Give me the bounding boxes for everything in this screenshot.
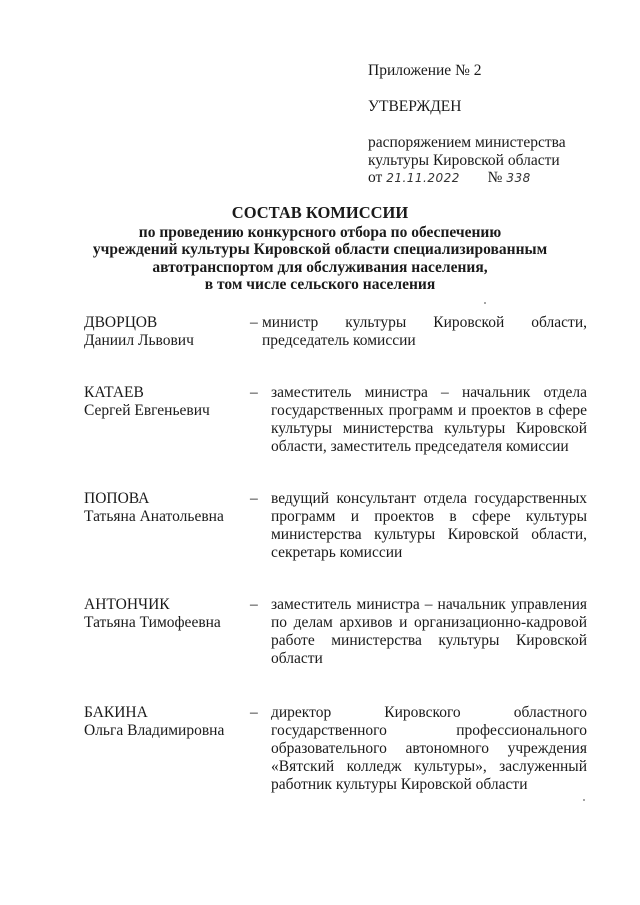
title-line-2: учреждений культуры Кировской области специализированным [92, 241, 548, 258]
handwritten-date: 21.11.2022 [386, 171, 460, 185]
member-surname: КАТАЕВ [84, 384, 144, 401]
member-role: заместитель министра – начальник отдела государственных программ и проектов в сфере культуры министерства культуры Кировской области, заместитель председателя комиссии [271, 384, 587, 455]
scan-speck [484, 302, 486, 304]
order-line-1: распоряжением министерства [368, 134, 566, 151]
title-line-1: по проведению конкурсного отбора по обеспечению [138, 223, 502, 241]
member-role: заместитель министра – начальник управления по делам архивов и организационно-кадровой работе министерства культуры Кировской области [271, 596, 587, 667]
appendix-label: Приложение № 2 [368, 62, 482, 79]
member-given-name: Ольга Владимировна [84, 722, 225, 739]
member-given-name: Даниил Львович [84, 332, 194, 349]
number-prefix: № [487, 169, 503, 186]
title-main: СОСТАВ КОМИССИИ [231, 203, 409, 222]
member-dash: – [250, 704, 258, 721]
member-dash: – [250, 314, 258, 331]
from-prefix: от [368, 169, 383, 186]
member-surname: ПОПОВА [84, 490, 150, 507]
member-surname: БАКИНА [84, 704, 148, 721]
member-surname: АНТОНЧИК [84, 596, 170, 613]
member-given-name: Сергей Евгеньевич [84, 402, 210, 419]
member-role: министр культуры Кировской области, председатель комиссии [262, 314, 587, 349]
title-line-3: автотранспортом для обслуживания населения, [152, 258, 488, 276]
approved-label: УТВЕРЖДЕН [368, 98, 462, 115]
member-role: директор Кировского областного государственного профессионального образовательного автономного учреждения «Вятский колледж культуры», заслуженный работник культуры Кировской области [271, 704, 587, 793]
order-date-line [368, 169, 531, 187]
member-given-name: Татьяна Анатольевна [84, 508, 224, 525]
member-dash: – [250, 384, 258, 401]
member-role: ведущий консультант отдела государственных программ и проектов в сфере культуры министерства культуры Кировской области, секретарь комиссии [271, 490, 587, 561]
member-surname: ДВОРЦОВ [84, 314, 158, 331]
scan-speck [583, 799, 585, 801]
title-line-4: в том числе сельского населения [204, 276, 436, 293]
document-title [0, 204, 640, 294]
member-dash: – [250, 490, 258, 507]
member-dash: – [250, 596, 258, 613]
member-given-name: Татьяна Тимофеевна [84, 614, 221, 631]
handwritten-number: 338 [506, 171, 531, 185]
order-line-2: культуры Кировской области [368, 152, 560, 169]
